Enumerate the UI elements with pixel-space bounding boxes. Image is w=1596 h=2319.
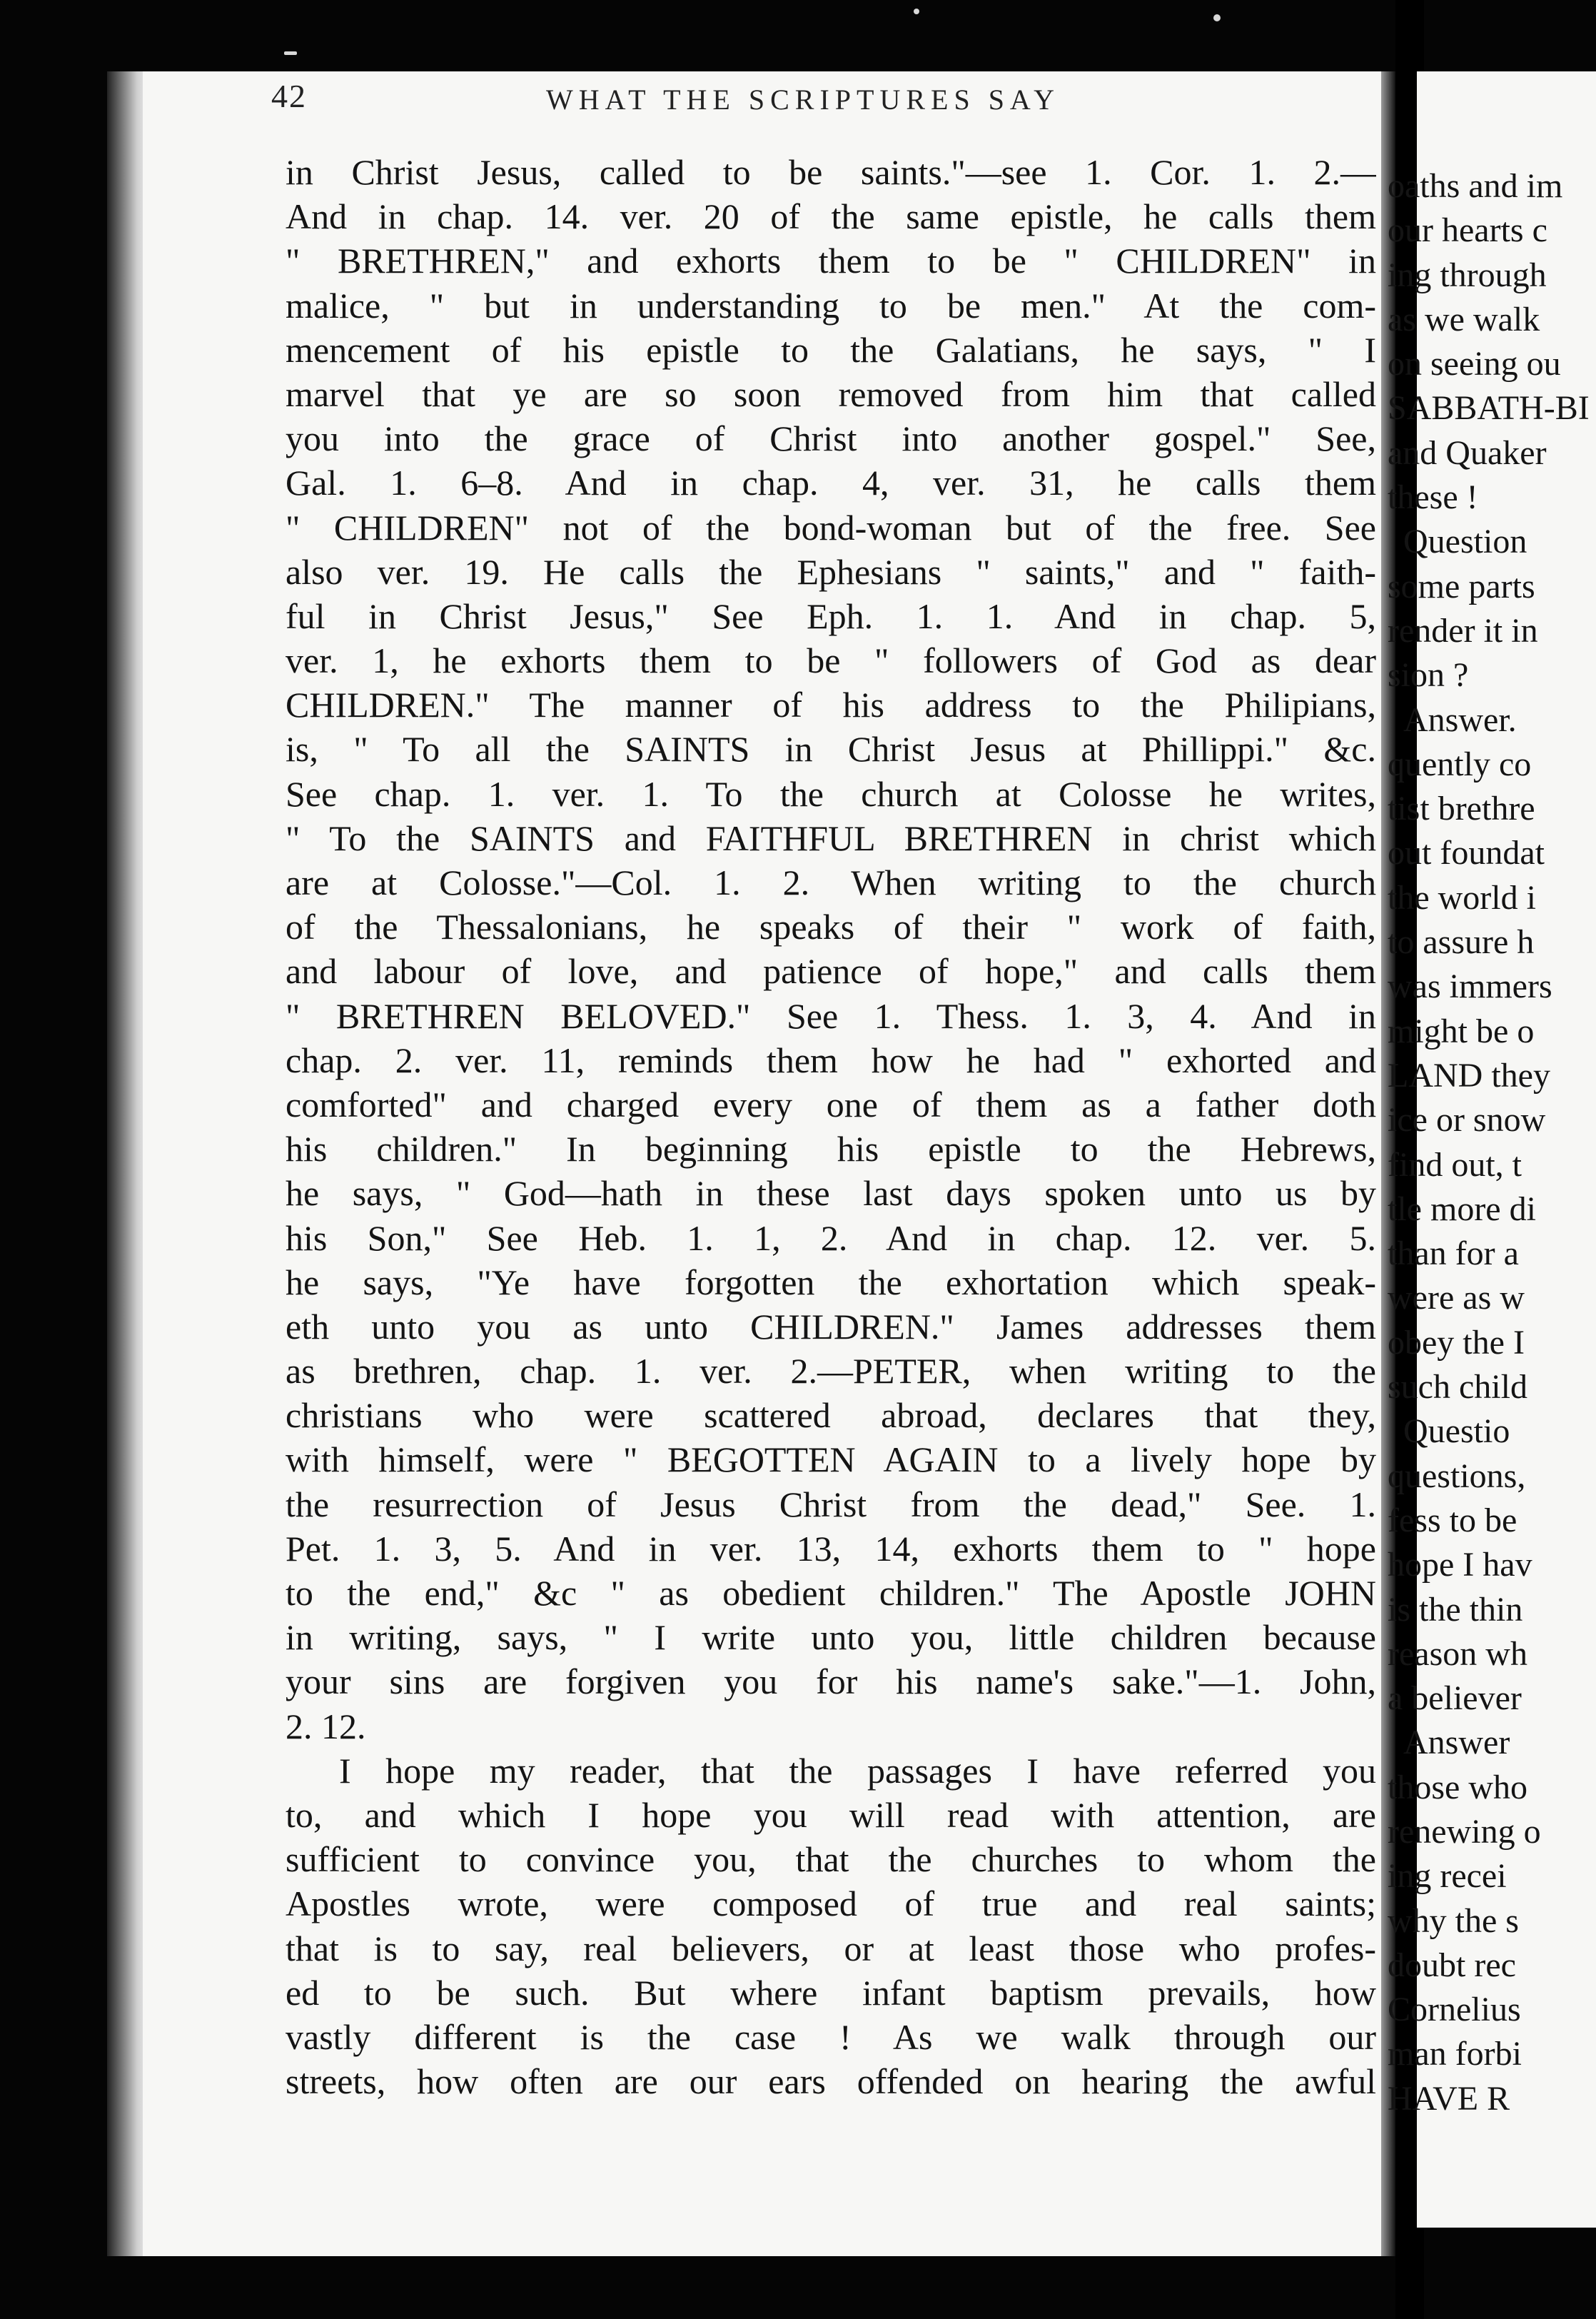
text-line: " BRETHREN BELOVED." See 1. Thess. 1. 3, 4. And in xyxy=(286,995,1376,1036)
text-line: than for a xyxy=(1388,1234,1519,1273)
text-line: Gal. 1. 6–8. And in chap. 4, ver. 31, he calls them xyxy=(286,463,1376,503)
text-line: ing recei xyxy=(1388,1857,1507,1896)
text-line: ice or snow xyxy=(1388,1101,1546,1140)
text-line: See chap. 1. ver. 1. To the church at Colosse he writes, xyxy=(286,773,1376,814)
text-line: was immers xyxy=(1388,967,1552,1006)
text-line: ful in Christ Jesus," See Eph. 1. 1. And in chap. 5, xyxy=(286,595,1376,636)
text-line: oaths and im xyxy=(1388,167,1563,205)
text-line: man forbi xyxy=(1388,2035,1522,2073)
text-line: tist brethre xyxy=(1388,790,1535,828)
text-line: 2. 12. xyxy=(286,1706,366,1746)
text-line: Answer. xyxy=(1403,700,1517,739)
text-line: to the end," &c " as obedient children." The Apostle JOHN xyxy=(286,1573,1376,1613)
text-line: his children." In beginning his epistle to the Hebrews, xyxy=(286,1129,1376,1169)
text-line: such child xyxy=(1388,1368,1527,1407)
text-line: " BRETHREN," and exhorts them to be " CHILDREN" in xyxy=(286,241,1376,281)
text-line: renewing o xyxy=(1388,1812,1541,1851)
text-line: Question xyxy=(1403,523,1527,561)
text-line: his Son," See Heb. 1. 1, 2. And in chap. 12. ver. 5. xyxy=(286,1217,1376,1258)
text-line: streets, how often are our ears offended on hearing the awful xyxy=(286,2061,1376,2102)
text-line: hope I hav xyxy=(1388,1546,1532,1584)
text-line: doubt rec xyxy=(1388,1946,1516,1984)
text-line: to assure h xyxy=(1388,923,1535,962)
text-line: he says, " God—hath in these last days spoken unto us by xyxy=(286,1173,1376,1214)
text-line: as we walk xyxy=(1388,300,1540,338)
text-line: " To the SAINTS and FAITHFUL BRETHREN in christ which xyxy=(286,818,1376,858)
text-line: mencement of his epistle to the Galatians, he says, " I xyxy=(286,329,1376,370)
text-line: render it in xyxy=(1388,611,1538,650)
text-line: vastly different is the case ! As we walk through our xyxy=(286,2016,1376,2057)
text-line: of the Thessalonians, he speaks of their " work of faith, xyxy=(286,907,1376,947)
text-line: Apostles wrote, were composed of true and real saints; xyxy=(286,1883,1376,1924)
text-line: marvel that ye are so soon removed from him that called xyxy=(286,373,1376,414)
text-line: And in chap. 14. ver. 20 of the same epistle, he calls them xyxy=(286,196,1376,237)
text-line: these ! xyxy=(1388,478,1478,517)
text-line: the resurrection of Jesus Christ from the dead," See. 1. xyxy=(286,1484,1376,1524)
text-line: to, and which I hope you will read with attention, are xyxy=(286,1794,1376,1835)
text-line: you into the grace of Christ into another gospel." See, xyxy=(286,418,1376,459)
text-line: the world i xyxy=(1388,878,1536,917)
running-head: WHAT THE SCRIPTURES SAY xyxy=(546,84,1061,116)
text-line: " CHILDREN" not of the bond-woman but of the free. See xyxy=(286,507,1376,548)
text-line: Answer xyxy=(1403,1724,1510,1762)
text-line: tle more di xyxy=(1388,1189,1536,1228)
text-line: christians who were scattered abroad, declares that they, xyxy=(286,1395,1376,1436)
text-line: Pet. 1. 3, 5. And in ver. 13, 14, exhorts them to " hope xyxy=(286,1528,1376,1569)
text-line: ver. 1, he exhorts them to be " followers of God as dear xyxy=(286,640,1376,681)
text-line: chap. 2. ver. 11, reminds them how he had " exhorted and xyxy=(286,1040,1376,1080)
text-line: sion ? xyxy=(1388,656,1469,695)
text-line: is the thin xyxy=(1388,1590,1523,1629)
text-line: sufficient to convince you, that the churches to whom the xyxy=(286,1839,1376,1880)
text-line: a believer xyxy=(1388,1679,1522,1718)
text-line: obey the I xyxy=(1388,1323,1525,1362)
text-line: with himself, were " BEGOTTEN AGAIN to a lively hope by xyxy=(286,1439,1376,1480)
text-line: LAND they xyxy=(1388,1056,1550,1095)
text-line: is, " To all the SAINTS in Christ Jesus at Phillippi." &c. xyxy=(286,729,1376,770)
text-line: in Christ Jesus, called to be saints."—see 1. Cor. 1. 2.— xyxy=(286,152,1376,192)
text-line: some parts xyxy=(1388,567,1535,605)
scan-speck xyxy=(284,51,297,55)
text-line: CHILDREN." The manner of his address to the Philipians, xyxy=(286,685,1376,725)
text-line: find out, t xyxy=(1388,1145,1522,1184)
text-line: malice, " but in understanding to be men." At the com- xyxy=(286,285,1376,326)
page-number: 42 xyxy=(271,78,307,114)
text-line: are at Colosse."—Col. 1. 2. When writing to the church xyxy=(286,862,1376,902)
left-page-text xyxy=(286,150,1376,2103)
text-line: questions, xyxy=(1388,1457,1526,1495)
text-line: on seeing ou xyxy=(1388,345,1561,383)
text-line: as brethren, chap. 1. ver. 2.—PETER, when writing to the xyxy=(286,1351,1376,1392)
text-line: Questio xyxy=(1403,1412,1510,1451)
scan-speck xyxy=(1213,14,1221,21)
text-line: I hope my reader, that the passages I have referred you xyxy=(339,1750,1376,1791)
text-line: he says, "Ye have forgotten the exhortation which speak- xyxy=(286,1262,1376,1302)
text-line: reason wh xyxy=(1388,1634,1527,1673)
text-line: ed to be such. But where infant baptism prevails, how xyxy=(286,1972,1376,2013)
text-line: fess to be xyxy=(1388,1501,1517,1539)
text-line: that is to say, real believers, or at least those who profes- xyxy=(286,1928,1376,1968)
text-line: out foundat xyxy=(1388,834,1545,872)
text-line: SABBATH-BI xyxy=(1388,389,1590,428)
text-line: quently co xyxy=(1388,745,1532,783)
text-line: comforted" and charged every one of them as a father doth xyxy=(286,1084,1376,1125)
text-line: in writing, says, " I write unto you, little children because xyxy=(286,1617,1376,1658)
text-line: were as w xyxy=(1388,1279,1525,1317)
text-line: HAVE R xyxy=(1388,2079,1510,2118)
scan-speck xyxy=(914,9,919,14)
text-line: why the s xyxy=(1388,1901,1519,1940)
text-line: those who xyxy=(1388,1768,1527,1806)
text-line: eth unto you as unto CHILDREN." James addresses them xyxy=(286,1306,1376,1347)
text-line: might be o xyxy=(1388,1012,1535,1050)
text-line: your sins are forgiven you for his name's sake."—1. John, xyxy=(286,1661,1376,1702)
text-line: our hearts c xyxy=(1388,211,1547,250)
text-line: Cornelius xyxy=(1388,1991,1521,2029)
text-line: also ver. 19. He calls the Ephesians " saints," and " faith- xyxy=(286,551,1376,592)
text-line: and labour of love, and patience of hope," and calls them xyxy=(286,951,1376,992)
text-line: and Quaker xyxy=(1388,433,1547,472)
text-line: ing through xyxy=(1388,256,1547,294)
right-page-text xyxy=(1388,164,1595,2121)
